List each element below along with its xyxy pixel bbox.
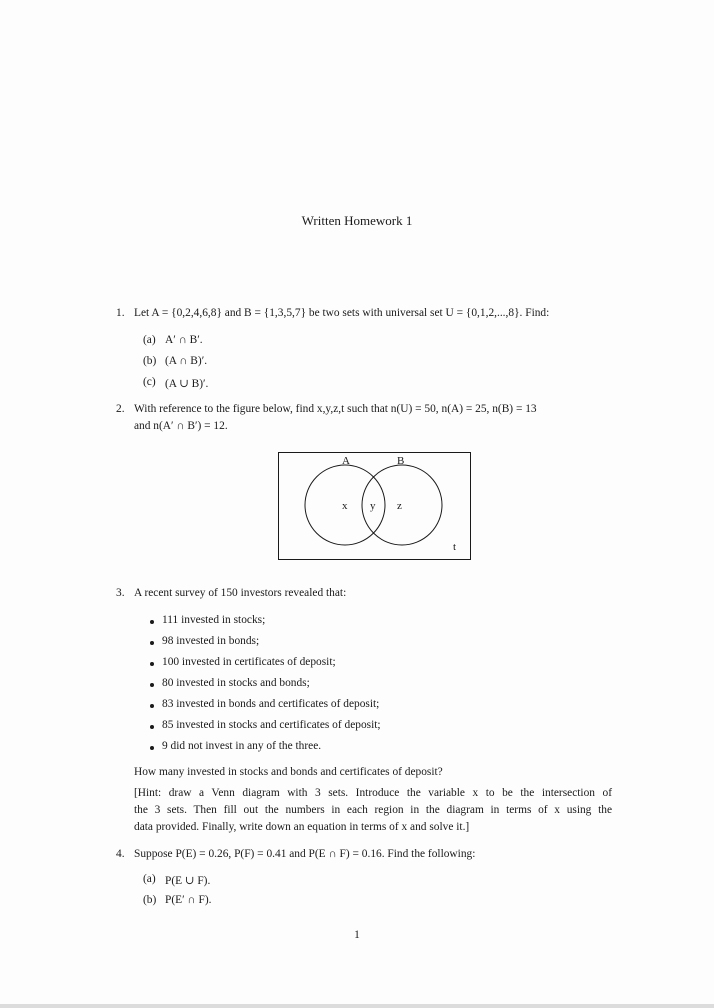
problem-text-line: A recent survey of 150 investors revealed that: [134, 587, 347, 599]
bullet-icon [150, 683, 154, 687]
problem-number: 4. [116, 848, 125, 860]
venn-diagram [278, 452, 471, 560]
page-number: 1 [354, 929, 360, 941]
region-x-label: x [342, 500, 348, 512]
problem-text-line: and n(A′ ∩ B′) = 12. [134, 420, 228, 432]
bullet-icon [150, 746, 154, 750]
page-title: Written Homework 1 [301, 213, 413, 228]
set-b-label: B [397, 455, 405, 467]
part-label: (a) [143, 873, 156, 885]
problem-text-line: Let A = {0,2,4,6,8} and B = {1,3,5,7} be two sets with universal set U = {0,1,2,...,8}. Find: [134, 307, 550, 319]
region-y-label: y [370, 500, 376, 512]
bullet-icon [150, 641, 154, 645]
hint-line: data provided. Finally, write down an equation in terms of x and solve it.] [134, 821, 470, 833]
bullet-item: 98 invested in bonds; [162, 635, 260, 647]
bullet-icon [150, 620, 154, 624]
bullet-item: 83 invested in bonds and certificates of deposit; [162, 698, 380, 710]
problem-text-line: With reference to the figure below, find x,y,z,t such that n(U) = 50, n(A) = 25, n(B) = 13 [134, 403, 537, 415]
part-label: (b) [143, 894, 157, 906]
bullet-item: 111 invested in stocks; [162, 614, 266, 626]
hint-line: [Hint: draw a Venn diagram with 3 sets. Introduce the variable x to be the intersection of [134, 787, 612, 799]
part-label: (c) [143, 376, 156, 388]
problem-number: 2. [116, 403, 125, 415]
problem-number: 1. [116, 307, 125, 319]
part-text: P(E′ ∩ F). [165, 894, 212, 906]
region-z-label: z [397, 500, 402, 512]
part-text: A′ ∩ B′. [165, 334, 203, 346]
hint-line: the 3 sets. Then fill out the numbers in each region in the diagram in terms of x using the [134, 804, 612, 816]
bullet-item: 85 invested in stocks and certificates of deposit; [162, 719, 381, 731]
bullet-icon [150, 662, 154, 666]
problem-text-line: Suppose P(E) = 0.26, P(F) = 0.41 and P(E ∩ F) = 0.16. Find the following: [134, 848, 476, 860]
set-a-label: A [342, 455, 350, 467]
bullet-icon [150, 704, 154, 708]
bullet-item: 80 invested in stocks and bonds; [162, 677, 310, 689]
part-text: (A ∪ B)′. [165, 378, 209, 390]
bullet-item: 9 did not invest in any of the three. [162, 740, 322, 752]
bullet-icon [150, 725, 154, 729]
part-text: (A ∩ B)′. [165, 355, 208, 367]
part-label: (b) [143, 355, 157, 367]
region-t-label: t [453, 541, 457, 553]
part-text: P(E ∪ F). [165, 875, 211, 887]
part-label: (a) [143, 334, 156, 346]
question-text: How many invested in stocks and bonds and certificates of deposit? [134, 766, 443, 778]
page-bottom-edge [0, 1004, 714, 1008]
problem-number: 3. [116, 587, 125, 599]
bullet-item: 100 invested in certificates of deposit; [162, 656, 336, 668]
